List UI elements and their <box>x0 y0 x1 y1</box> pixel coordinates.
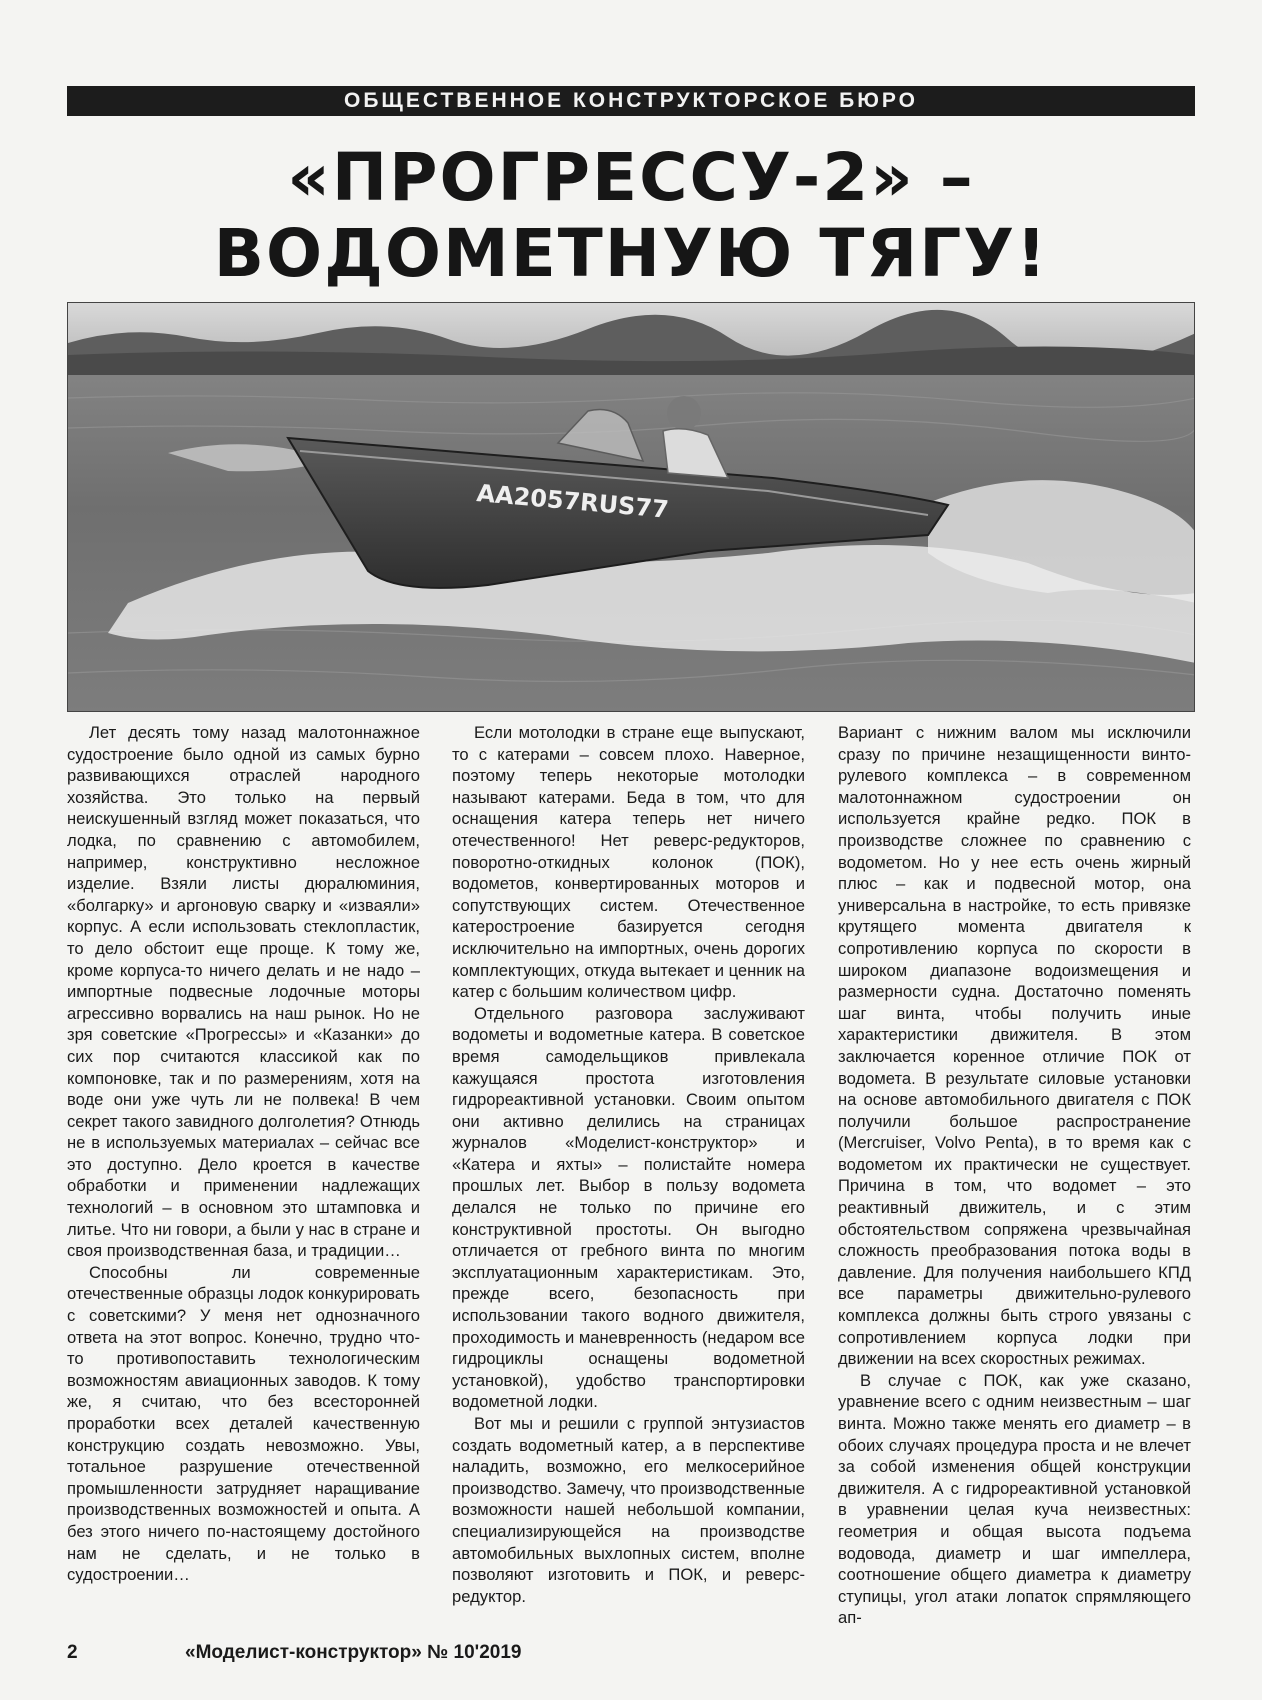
paragraph: Лет десять тому назад малотоннажное судостроение было одной из самых бурно развивающихся отраслей народного хозяйства. Это только на первый неискушенный взгляд может показаться, что лодка, по сравнению с автомобилем, например, конструктивно несложное изделие. Взяли листы дюралюминия, «болгарку» и аргоновую сварку и «изваяли» корпус. А если использовать стеклопластик, то дело обстоит еще проще. К тому же, кроме корпуса-то ничего делать и не надо – импортные подвесные лодочные моторы агрессивно ворвались на наш рынок. Но не зря советские «Прогрессы» и «Казанки» до сих пор считаются классикой как по компоновке, так и по размерениям, хотя на воде они уже чуть ли не полвека! В чем секрет такого завидного долголетия? Отнюдь не в используемых материалах – сейчас все это доступно. Дело кроется в качестве обработки и применении надлежащих технологий – в основном это штамповка и литье. Что ни говори, а были у нас в стране и своя производственная база, и традиции… <box>67 723 420 1261</box>
text-column-3 <box>838 722 1191 1629</box>
article-headline <box>67 140 1195 292</box>
magazine-issue: «Моделист-конструктор» № 10'2019 <box>185 1642 522 1663</box>
page-number: 2 <box>67 1642 78 1663</box>
paragraph: В случае с ПОК, как уже сказано, уравнение всего с одним неизвестным – шаг винта. Можно также менять его диаметр – в обоих случаях процедура проста и не влечет за собой изменения общей конструкции движителя. А с гидрореактивной установкой в уравнении целая куча неизвестных: геометрия и общая высота подъема водовода, диаметр и шаг импеллера, соотношение общего диаметра к диаметру ступицы, угол атаки лопаток спрямляющего ап- <box>838 1370 1191 1628</box>
section-header: ОБЩЕСТВЕННОЕ КОНСТРУКТОРСКОЕ БЮРО <box>67 86 1195 116</box>
paragraph: Если мотолодки в стране еще выпускают, то с катерами – совсем плохо. Наверное, поэтому теперь некоторые мотолодки называют катерами. Беда в том, что для оснащения катера теперь нет ничего отечественного! Нет реверс-редукторов, поворотно-откидных колонок (ПОК), водометов, конвертированных моторов и сопутствующих систем. Отечественное катеростроение базируется сегодня исключительно на импортных, очень дорогих комплектующих, откуда вытекает и ценник на катер с большим количеством цифр. <box>452 723 805 1002</box>
paragraph: Вариант с нижним валом мы исключили сразу по причине незащищенности винто-рулевого комплекса – в современном малотоннажном судостроении он используется крайне редко. ПОК в производстве сложнее по сравнению с водометом. Но у нее есть очень жирный плюс – как и подвесной мотор, она универсальна в настройке, то есть привязке крутящего момента двигателя к сопротивлению корпуса по скорости в широком диапазоне водоизмещения и размерности судна. Достаточно поменять шаг винта, чтобы получить иные характеристики движителя. В этом заключается коренное отличие ПОК от водомета. В результате силовые установки на основе автомобильного двигателя с ПОК получили большое распространение (Mercruiser, Volvo Penta), в то время как с водометом их практически не существует. Причина в том, что водомет – это реактивный движитель, и с этим обстоятельством сопряжена чрезвычайная сложность преобразования потока воды в давление. Для получения наибольшего КПД все параметры движительно-рулевого комплекса должны быть строго увязаны с сопротивлением корпуса лодки при движении на всех скоростных режимах. <box>838 723 1191 1369</box>
paragraph: Вот мы и решили с группой энтузиастов создать водометный катер, а в перспективе наладить, возможно, его мелкосерийное производство. Замечу, что производственные возможности нашей небольшой компании, специализирующейся на производстве автомобильных выхлопных систем, вполне позволяют изготовить и ПОК, и реверс-редуктор. <box>452 1414 805 1606</box>
headline-line-2: ВОДОМЕТНУЮ ТЯГУ! <box>213 215 1049 292</box>
hull-registration-number: AA2057RUS77 <box>475 479 670 524</box>
text-column-1 <box>67 722 420 1586</box>
paragraph: Отдельного разговора заслуживают водометы и водометные катера. В советское время самодельщиков привлекала кажущаяся простота изготовления гидрореактивной установки. Своим опытом они активно делились на страницах журналов «Моделист-конструктор» и «Катера и яхты» – полистайте номера прошлых лет. Выбор в пользу водомета делался не только по причине его конструктивной простоты. Он выгодно отличается от гребного винта по многим эксплуатационным характеристикам. Это, прежде всего, безопасность при использовании такого водного движителя, проходимость и маневренность (недаром все гидроциклы оснащены водометной установкой), удобство транспортировки водометной лодки. <box>452 1003 805 1412</box>
paragraph: Способны ли современные отечественные образцы лодок конкурировать с советскими? У меня нет однозначного ответа на этот вопрос. Конечно, трудно что-то противопоставить технологическим возможностям авиационных заводов. К тому же, я считаю, что без всесторонней проработки всех деталей качественную конструкцию создать невозможно. Увы, тотальное разрушение отечественной промышленности затрудняет наращивание производственных возможностей и опыта. А без этого ничего по-настоящему достойного нам не сделать, и не только в судостроении… <box>67 1262 420 1585</box>
headline-line-1: «ПРОГРЕССУ-2» – <box>287 139 975 216</box>
text-column-2 <box>452 722 805 1607</box>
boat-photo <box>67 302 1195 712</box>
